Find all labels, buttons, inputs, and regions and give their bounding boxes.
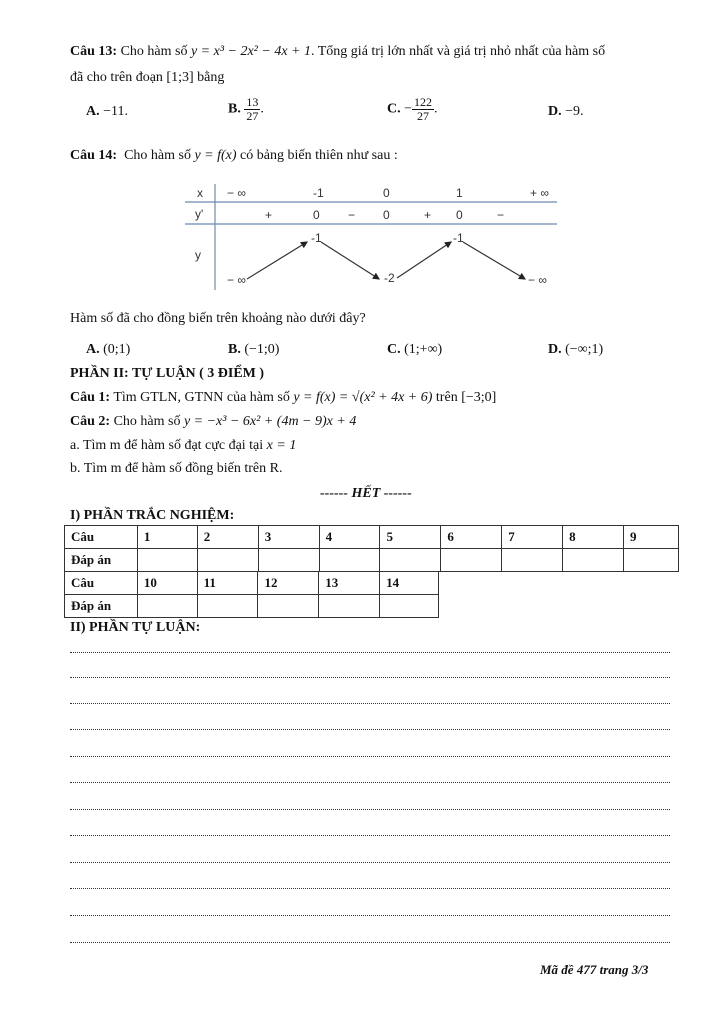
bbt-sign: −: [348, 208, 356, 222]
answer-cell[interactable]: [441, 549, 502, 572]
bbt-y-label: y: [195, 248, 201, 262]
option-value: (0;1): [103, 342, 131, 357]
row-header-dap-an: Đáp án: [65, 595, 138, 618]
end-mark: ------ HẾT ------: [320, 486, 412, 501]
q14-option-d[interactable]: [548, 342, 603, 358]
answer-cell[interactable]: [563, 549, 624, 572]
q13-line2b: bằng: [197, 70, 225, 85]
bbt-yprime-label: y': [195, 207, 204, 221]
question-number-cell: 7: [502, 526, 563, 549]
q13-text1: Cho hàm số: [120, 44, 188, 59]
q13-option-b[interactable]: [228, 96, 264, 123]
bbt-sign: 0: [383, 208, 390, 222]
option-label: A.: [86, 342, 100, 357]
q13-func: y = x³ − 2x² − 4x + 1: [190, 44, 311, 59]
part2-q1-tail: trên: [435, 390, 458, 405]
fraction: [244, 96, 260, 123]
part2-q2a-cond: x = 1: [266, 438, 297, 453]
denominator: 27: [246, 109, 259, 123]
writing-line[interactable]: [70, 703, 670, 704]
part2-q2a: [70, 438, 296, 454]
option-label: D.: [548, 342, 562, 357]
q13-line2a: đã cho trên đoạn: [70, 70, 163, 85]
q13-line1: [70, 44, 605, 60]
part2-q2a-text: a. Tìm m để hàm số đạt cực đại tại: [70, 438, 264, 453]
option-sign: −: [404, 101, 413, 117]
essay-title: II) PHẦN TỰ LUẬN:: [70, 620, 201, 635]
writing-line[interactable]: [70, 782, 670, 783]
question-number-cell: 8: [563, 526, 624, 549]
bbt-y-left: − ∞: [227, 273, 246, 287]
writing-line[interactable]: [70, 835, 670, 836]
option-tail: .: [260, 101, 264, 117]
bbt-y-min: -2: [384, 271, 395, 285]
writing-line[interactable]: [70, 677, 670, 678]
writing-line[interactable]: [70, 915, 670, 916]
answer-cell[interactable]: [502, 549, 563, 572]
answer-table-row1: [64, 525, 679, 572]
part2-q1-text: Tìm GTLN, GTNN của hàm số: [113, 390, 290, 405]
writing-line[interactable]: [70, 809, 670, 810]
question-number-cell: 5: [380, 526, 441, 549]
arrow-down: [321, 242, 379, 279]
option-value: (−1;0): [244, 342, 280, 357]
fraction: [412, 96, 434, 123]
page-footer: Mã đề 477 trang 3/3: [540, 962, 649, 977]
option-tail: .: [434, 101, 438, 117]
q14-text2: có bảng biến thiên như sau :: [240, 148, 398, 163]
bbt-sign: 0: [313, 208, 320, 222]
q13-option-c[interactable]: [387, 96, 438, 123]
option-value: (−∞;1): [565, 342, 604, 357]
question-number-cell: 1: [137, 526, 197, 549]
q14-option-b[interactable]: [228, 342, 279, 358]
bbt-sign: +: [424, 208, 432, 222]
option-label: C.: [387, 342, 401, 357]
question-number-cell: 4: [319, 526, 380, 549]
q13-line2: [70, 70, 224, 86]
bbt-sign: 0: [456, 208, 463, 222]
q14-func: y = f(x): [194, 148, 237, 163]
writing-line[interactable]: [70, 729, 670, 730]
question-number-cell: 6: [441, 526, 502, 549]
part2-q2: [70, 414, 356, 430]
row-header-cau: Câu: [65, 526, 138, 549]
question-number-cell: 3: [258, 526, 319, 549]
part2-q2-func: y = −x³ − 6x² + (4m − 9)x + 4: [183, 414, 357, 429]
bbt-y-max1: -1: [311, 231, 322, 245]
writing-line[interactable]: [70, 652, 670, 653]
option-value: −11.: [103, 104, 129, 119]
bbt-x-value: − ∞: [227, 186, 246, 200]
option-label: A.: [86, 104, 100, 119]
writing-line[interactable]: [70, 888, 670, 889]
bbt-y-right: − ∞: [528, 273, 547, 287]
option-label: B.: [228, 101, 241, 117]
arrow-up: [247, 242, 307, 279]
answer-cell[interactable]: [197, 549, 258, 572]
q14-option-a[interactable]: [86, 342, 130, 358]
arrow-up: [397, 242, 451, 278]
bbt-sign: −: [497, 208, 505, 222]
writing-line[interactable]: [70, 862, 670, 863]
writing-line[interactable]: [70, 756, 670, 757]
q14-question: Hàm số đã cho đồng biến trên khoảng nào dưới đây?: [70, 311, 366, 326]
option-value: (1;+∞): [404, 342, 443, 357]
option-value: −9.: [565, 104, 584, 119]
part2-q2-text: Cho hàm số: [113, 414, 181, 429]
answer-cell[interactable]: [197, 595, 258, 618]
answer-question-row: [65, 526, 679, 549]
question-number-cell: 11: [197, 572, 258, 595]
row-header-dap-an: Đáp án: [65, 549, 138, 572]
bbt-y-max2: -1: [453, 231, 464, 245]
question-number-cell: 12: [258, 572, 319, 595]
bbt-x-label: x: [197, 186, 203, 200]
q14-label: Câu 14:: [70, 148, 118, 163]
answer-cell[interactable]: [137, 549, 197, 572]
answer-question-row: [65, 572, 439, 595]
answer-cell[interactable]: [258, 595, 319, 618]
q14-option-c[interactable]: [387, 342, 442, 358]
answer-cell[interactable]: [137, 595, 197, 618]
part2-q1-interval: [−3;0]: [461, 390, 497, 405]
question-number-cell: 10: [137, 572, 197, 595]
q13-option-a[interactable]: [86, 104, 128, 120]
bbt-x-value: 1: [456, 186, 463, 200]
variation-table: [185, 182, 557, 292]
answer-cell[interactable]: [319, 595, 380, 618]
answer-cell[interactable]: [380, 595, 439, 618]
question-number-cell: 9: [624, 526, 679, 549]
arrow-down: [463, 242, 525, 279]
part2-q1: [70, 390, 496, 406]
part2-q2b: b. Tìm m để hàm số đồng biến trên R.: [70, 461, 283, 476]
option-label: D.: [548, 104, 562, 119]
answer-cell[interactable]: [624, 549, 679, 572]
answer-cell[interactable]: [258, 549, 319, 572]
part2-q1-func: y = f(x) = √(x² + 4x + 6): [293, 390, 433, 405]
writing-line[interactable]: [70, 942, 670, 943]
answer-cell[interactable]: [319, 549, 380, 572]
q14-text1: Cho hàm số: [124, 148, 191, 163]
numerator: 13: [246, 95, 259, 109]
q13-interval: [1;3]: [166, 70, 194, 85]
question-number-cell: 2: [197, 526, 258, 549]
row-header-cau: Câu: [65, 572, 138, 595]
denominator: 27: [417, 109, 430, 123]
part2-q2-label: Câu 2:: [70, 414, 111, 429]
bbt-x-value: + ∞: [530, 186, 549, 200]
q13-text2: . Tổng giá trị lớn nhất và giá trị nhỏ nhất của hàm số: [311, 44, 606, 59]
answer-table-row2: [64, 571, 439, 618]
option-label: C.: [387, 101, 401, 117]
part2-q1-label: Câu 1:: [70, 390, 111, 405]
q13-label: Câu 13:: [70, 44, 118, 59]
part2-title: PHẦN II: TỰ LUẬN ( 3 ĐIỂM ): [70, 366, 265, 381]
q14-line1: [70, 148, 398, 164]
bbt-sign: +: [265, 208, 273, 222]
option-label: B.: [228, 342, 241, 357]
question-number-cell: 13: [319, 572, 380, 595]
q13-option-d[interactable]: [548, 104, 584, 120]
bbt-x-value: -1: [313, 186, 324, 200]
answer-row: [65, 549, 679, 572]
question-number-cell: 14: [380, 572, 439, 595]
answer-cell[interactable]: [380, 549, 441, 572]
answer-row: [65, 595, 439, 618]
answer-sheet-title: I) PHẦN TRẮC NGHIỆM:: [70, 508, 235, 523]
numerator: 122: [414, 95, 433, 109]
bbt-x-value: 0: [383, 186, 390, 200]
